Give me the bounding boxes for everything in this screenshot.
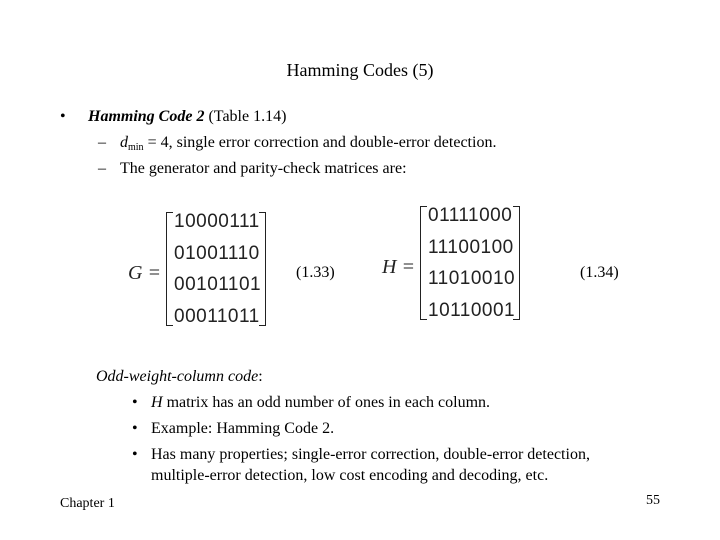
g-matrix-row: 00101101 (174, 274, 262, 296)
hamming-code-2-heading (88, 108, 286, 126)
h-matrix-row: 01111000 (428, 205, 513, 226)
equation-number-g: (1.33) (296, 264, 335, 281)
dash-marker-1: – (98, 134, 106, 151)
item-title: Hamming Code 2 (88, 108, 205, 125)
h-matrix (424, 206, 516, 320)
odd-weight-heading-colon: : (258, 368, 263, 385)
h-symbol: H (151, 394, 163, 411)
dmin-subscript: min (128, 142, 144, 153)
chapter-label: Chapter 1 (60, 496, 115, 511)
odd-bullet-3-line-2: multiple-error detection, low cost encoding and decoding, etc. (151, 467, 549, 484)
g-matrix-row: 01001110 (174, 242, 260, 264)
h-matrix-right-bracket (513, 206, 520, 320)
h-matrix-row: 11010010 (428, 268, 516, 290)
sub-bullet-marker: • (132, 394, 138, 411)
page-title: Hamming Codes (5) (286, 60, 434, 80)
odd-weight-heading-text: Odd-weight-column code (96, 368, 259, 385)
odd-bullet-2: Example: Hamming Code 2. (151, 420, 335, 437)
h-matrix-left-bracket (420, 206, 427, 320)
g-matrix-label: G = (128, 262, 161, 284)
sub-bullet-marker: • (132, 420, 138, 437)
matrices-intro-line: The generator and parity-check matrices are: (120, 160, 407, 177)
dmin-symbol: d (120, 134, 128, 151)
odd-weight-heading (96, 368, 263, 386)
bullet-marker: • (60, 108, 66, 125)
g-matrix-row: 10000111 (174, 211, 260, 232)
h-matrix-label: H = (382, 256, 415, 278)
page-number: 55 (646, 493, 660, 508)
dash-marker-2: – (98, 160, 106, 177)
odd-bullet-1 (151, 394, 490, 412)
g-matrix (170, 212, 262, 326)
item-title-suffix: (Table 1.14) (208, 108, 287, 125)
dmin-line (120, 134, 496, 153)
equation-number-h: (1.34) (580, 264, 619, 281)
g-matrix-right-bracket (259, 212, 266, 326)
g-matrix-left-bracket (166, 212, 173, 326)
dmin-text: = 4, single error correction and double-error detection. (147, 134, 497, 151)
sub-bullet-marker: • (132, 446, 138, 463)
h-matrix-row: 10110001 (428, 299, 516, 321)
h-matrix-row: 11100100 (428, 236, 514, 258)
odd-bullet-1-text: matrix has an odd number of ones in each column. (166, 394, 491, 411)
odd-bullet-3-line-1: Has many properties; single-error correction, double-error detection, (151, 446, 590, 463)
g-matrix-row: 00011011 (174, 305, 260, 327)
